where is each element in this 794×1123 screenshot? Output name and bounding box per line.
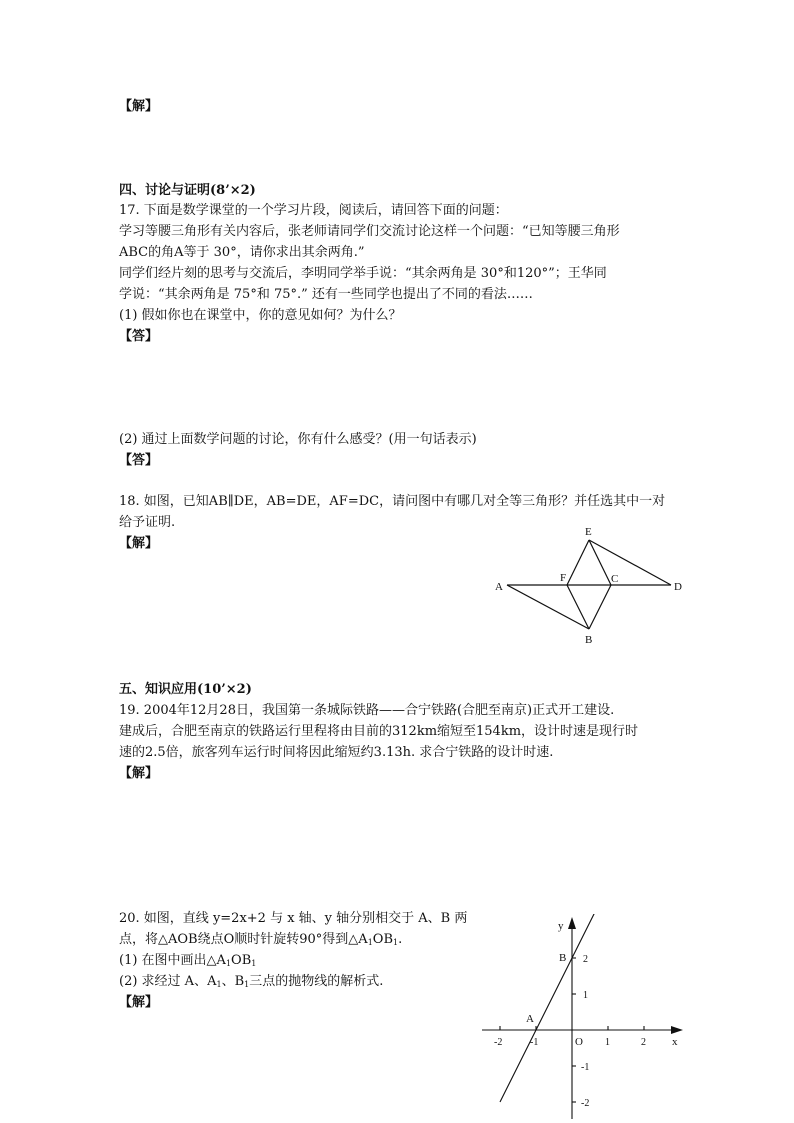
x-tick-neg1: -1 bbox=[530, 1037, 539, 1048]
q19-answer-label: 【解】 bbox=[119, 766, 159, 781]
line-EF bbox=[567, 540, 589, 585]
q20-part1: (1) 在图中画出$\triangle A_1OB_1$ bbox=[119, 953, 257, 968]
label-B: B bbox=[585, 634, 593, 646]
answer-label-top: 【解】 bbox=[119, 99, 159, 114]
label-E: E bbox=[585, 526, 592, 538]
q19-line3: 速的2.5倍，旅客列车运行时间将因此缩短约3.13h. 求合宁铁路的设计时速. bbox=[119, 745, 554, 760]
q17-part1: (1) 假如你也在课堂中，你的意见如何？为什么？ bbox=[119, 308, 402, 323]
line-y-2x-plus-2 bbox=[500, 914, 600, 1102]
section-5-title: 五、知识应用(10’×2) bbox=[119, 682, 252, 697]
line-EC bbox=[589, 540, 611, 585]
q19-line2: 建成后，合肥至南京的铁路运行里程将由目前的312km缩短至154km，设计时速是现行时 bbox=[119, 724, 639, 739]
q17-line1: 17. 下面是数学课堂的一个学习片段，阅读后，请回答下面的问题： bbox=[119, 203, 508, 218]
point-A-label: A bbox=[526, 1013, 534, 1025]
q20-answer-label: 【解】 bbox=[119, 995, 159, 1010]
q20-coordinate-graph bbox=[478, 914, 688, 1123]
y-tick-neg2: -2 bbox=[581, 1098, 590, 1109]
x-axis-label: x bbox=[672, 1036, 678, 1048]
y-tick-1: 1 bbox=[583, 990, 588, 1001]
line-ED bbox=[589, 540, 671, 585]
q18-line2: 给予证明. bbox=[119, 515, 176, 530]
line-AB bbox=[507, 585, 589, 629]
y-axis-label: y bbox=[558, 920, 564, 932]
x-tick-1: 1 bbox=[605, 1037, 610, 1048]
q17-line5: 学说：“其余两角是 75°和 75°.” 还有一些同学也提出了不同的看法…… bbox=[119, 287, 533, 302]
point-B-label: B bbox=[559, 952, 567, 964]
label-D: D bbox=[674, 581, 682, 593]
q18-answer-label: 【解】 bbox=[119, 536, 159, 551]
q20-line2: 点，将△AOB绕点O顺时针旋转90°得到$\triangle A_1OB_1$. bbox=[119, 932, 403, 947]
x-tick-neg2: -2 bbox=[494, 1037, 503, 1048]
y-tick-neg1: -1 bbox=[581, 1062, 590, 1073]
q17-part2: (2) 通过上面数学问题的讨论，你有什么感受？(用一句话表示) bbox=[119, 432, 477, 447]
q20-part2: (2) 求经过 A、$A_1$、$B_1$三点的抛物线的解析式. bbox=[119, 974, 384, 989]
x-axis-arrow bbox=[671, 1026, 683, 1034]
q20-line1: 20. 如图，直线 y=2x+2 与 x 轴、y 轴分别相交于 A、B 两 bbox=[119, 911, 468, 926]
line-BF bbox=[567, 585, 589, 629]
q17-line2: 学习等腰三角形有关内容后，张老师请同学们交流讨论这样一个问题：“已知等腰三角形 bbox=[119, 224, 620, 239]
y-axis-arrow bbox=[568, 917, 576, 929]
q17-line4: 同学们经片刻的思考与交流后，李明同学举手说：“其余两角是 30°和120°”；王华同 bbox=[119, 266, 607, 281]
q17-line3: ABC的角A等于 30°，请你求出其余两角.” bbox=[119, 245, 365, 260]
q17-answer1-label: 【答】 bbox=[119, 329, 159, 344]
line-BC bbox=[589, 585, 611, 629]
q18-line1: 18. 如图，已知AB∥DE，AB=DE，AF=DC，请问图中有哪几对全等三角形？并任选其中一对 bbox=[119, 494, 666, 509]
y-tick-2: 2 bbox=[583, 954, 588, 965]
q17-answer2-label: 【答】 bbox=[119, 453, 159, 468]
origin-label: O bbox=[575, 1036, 583, 1048]
q18-figure bbox=[488, 522, 688, 648]
label-C: C bbox=[611, 573, 619, 585]
label-F: F bbox=[560, 572, 567, 584]
q19-line1: 19. 2004年12月28日，我国第一条城际铁路——合宁铁路(合肥至南京)正式开工建设. bbox=[119, 703, 615, 718]
label-A: A bbox=[495, 581, 503, 593]
x-tick-2: 2 bbox=[641, 1037, 646, 1048]
section-4-title: 四、讨论与证明(8’×2) bbox=[119, 183, 256, 198]
